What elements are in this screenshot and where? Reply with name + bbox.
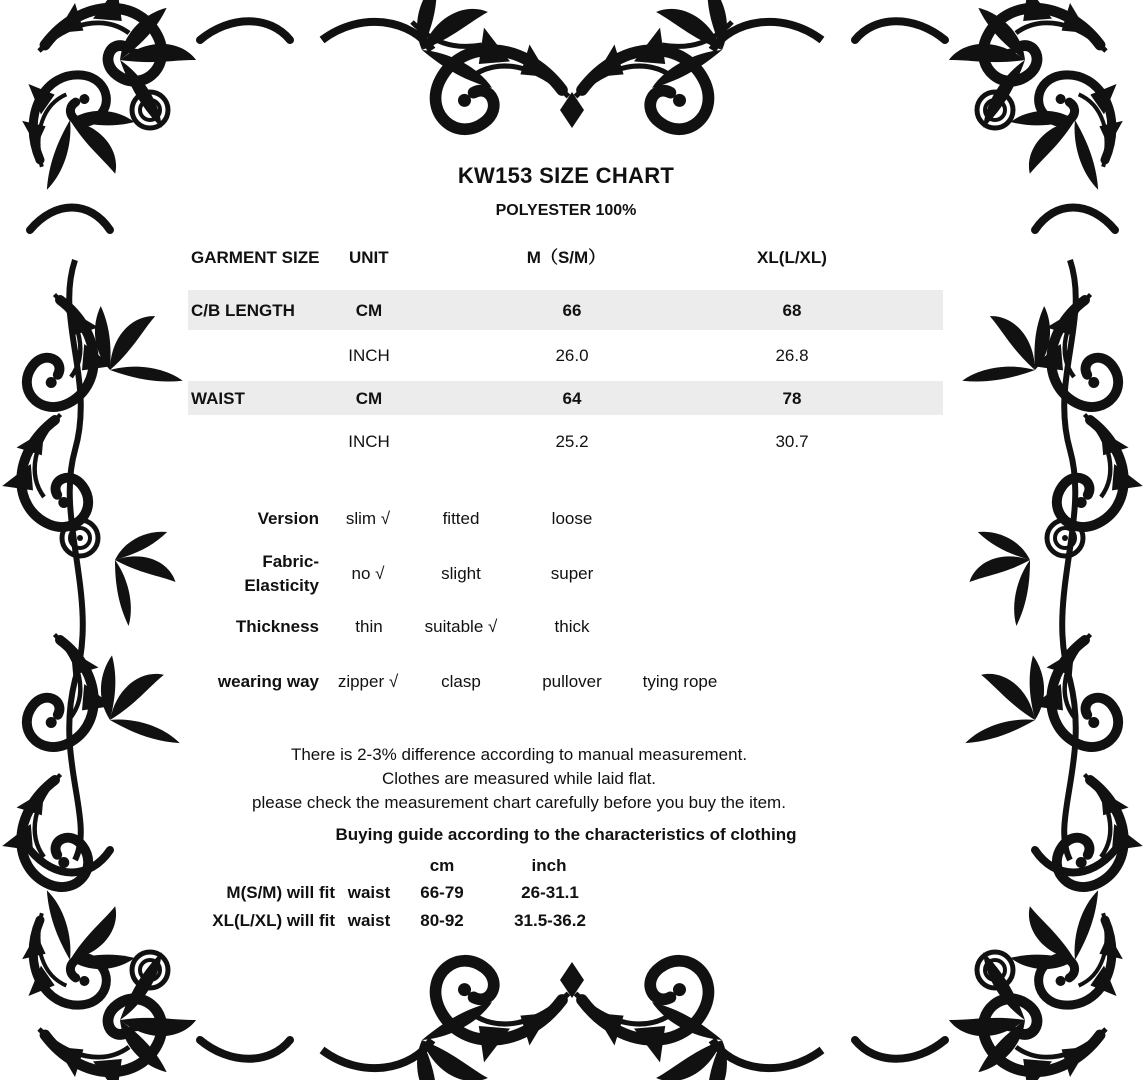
cell-m: 26.0 [555, 346, 589, 365]
attribute-option: slim √ [345, 509, 391, 528]
attribute-option: loose [551, 509, 593, 528]
guide-cm: 66-79 [420, 883, 464, 902]
material-label: POLYESTER 100% [495, 202, 637, 219]
note-line: There is 2-3% difference according to manual measurement. [290, 745, 748, 764]
attribute-option: pullover [542, 672, 602, 691]
page-title: KW153 SIZE CHART [457, 163, 675, 188]
guide-part: waist [347, 883, 391, 902]
guide-size: M(S/M) will fit [226, 883, 335, 902]
guide-size: XL(L/XL) will fit [212, 911, 335, 930]
attribute-option: suitable √ [424, 617, 498, 636]
attribute-option: thick [554, 617, 590, 636]
attribute-option: thin [355, 617, 383, 636]
note-line: please check the measurement chart carefully before you buy the item. [252, 793, 786, 812]
header-size-m: M（S/M） [526, 248, 606, 267]
attribute-option: fitted [442, 509, 480, 528]
guide-part: waist [347, 911, 391, 930]
cell-m: 64 [562, 389, 582, 408]
guide-col-inch: inch [531, 856, 567, 875]
guide-inch: 26-31.1 [521, 883, 579, 902]
header-unit: UNIT [349, 248, 389, 267]
attribute-option: tying rope [642, 672, 718, 691]
row-unit: INCH [348, 346, 390, 365]
attribute-option: no √ [351, 564, 385, 583]
buying-guide-title: Buying guide according to the characteristics of clothing [335, 825, 797, 844]
header-size-xl: XL(L/XL) [757, 248, 827, 267]
guide-inch: 31.5-36.2 [514, 911, 586, 930]
cell-m: 25.2 [555, 432, 589, 451]
attribute-label: wearing way [217, 672, 319, 691]
attribute-label: Thickness [235, 617, 319, 636]
attribute-label: Version [257, 509, 319, 528]
row-unit: INCH [348, 432, 390, 451]
attribute-option: clasp [441, 672, 481, 691]
header-garment-size: GARMENT SIZE [191, 248, 320, 267]
note-line: Clothes are measured while laid flat. [381, 769, 657, 788]
attribute-label: Fabric- [262, 552, 319, 571]
guide-cm: 80-92 [420, 911, 464, 930]
row-label: WAIST [191, 389, 245, 408]
row-unit: CM [355, 301, 383, 320]
guide-col-cm: cm [429, 856, 455, 875]
cell-xl: 78 [782, 389, 802, 408]
cell-xl: 30.7 [775, 432, 809, 451]
row-unit: CM [355, 389, 383, 408]
cell-m: 66 [562, 301, 582, 320]
attribute-option: super [550, 564, 594, 583]
row-label: C/B LENGTH [191, 301, 295, 320]
cell-xl: 26.8 [775, 346, 809, 365]
attribute-label: Elasticity [244, 576, 319, 595]
attribute-option: slight [441, 564, 481, 583]
attribute-option: zipper √ [337, 672, 399, 691]
cell-xl: 68 [782, 301, 802, 320]
